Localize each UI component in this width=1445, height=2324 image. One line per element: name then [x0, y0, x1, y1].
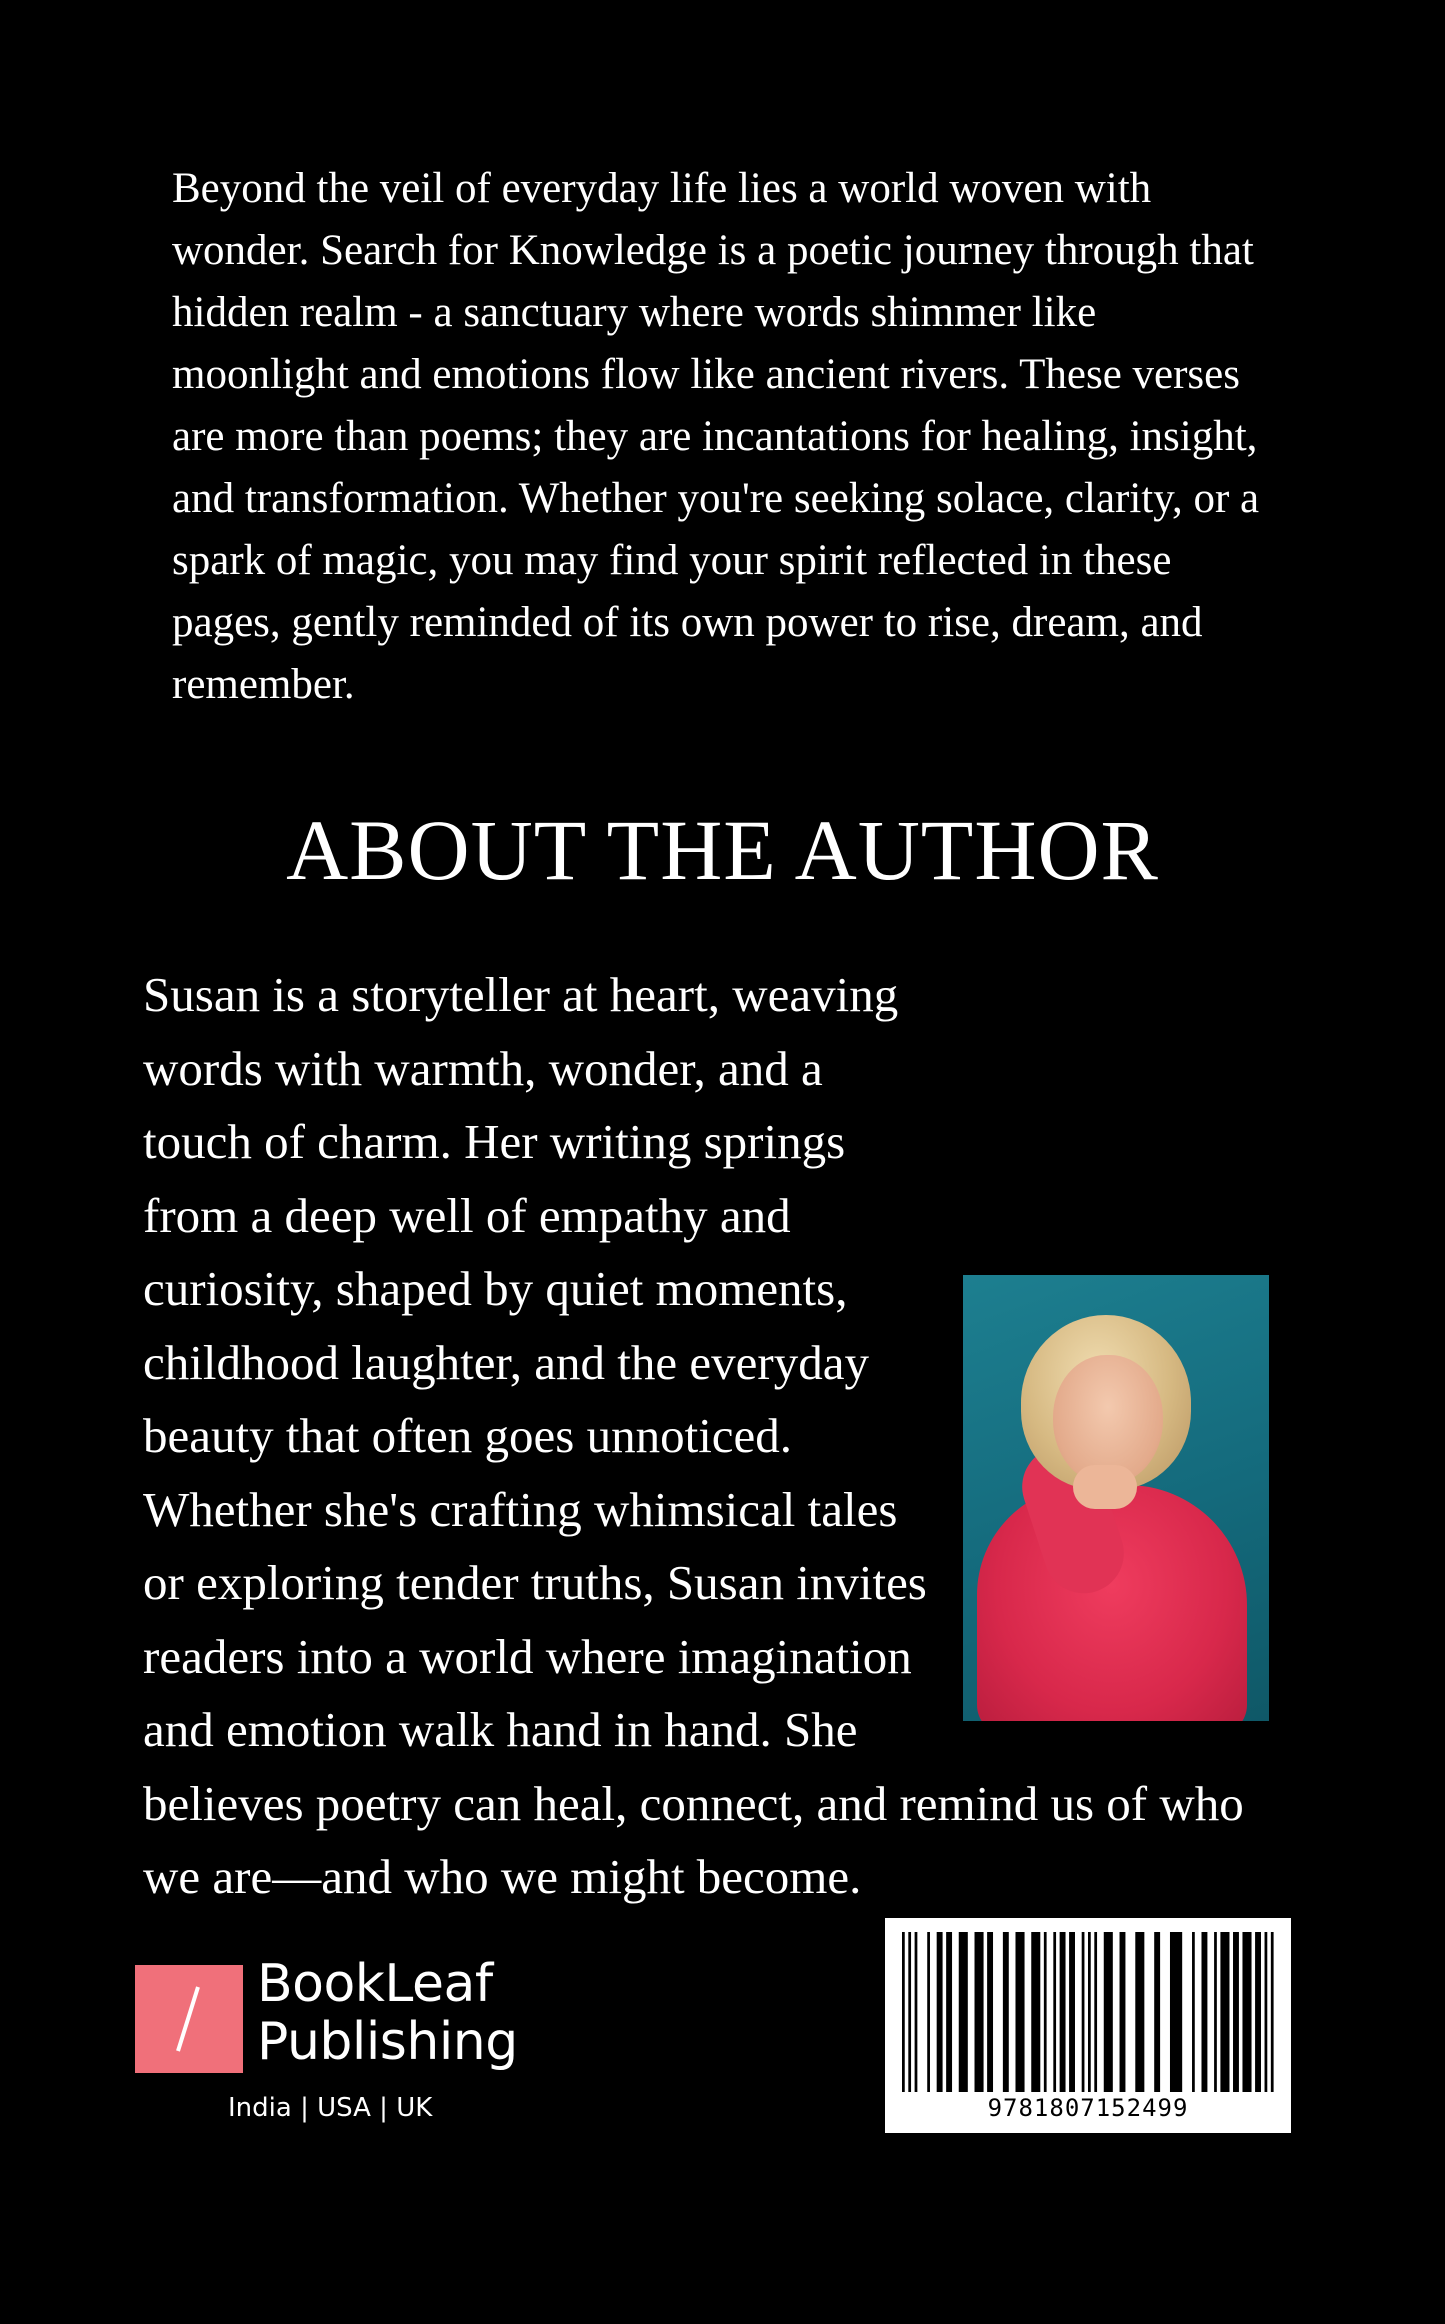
barcode-bar — [975, 1932, 984, 2092]
barcode-bar — [1154, 1932, 1160, 2092]
barcode-bar — [1201, 1932, 1207, 2092]
barcode-bar — [1015, 1932, 1024, 2092]
author-bio-text: Susan is a storyteller at heart, weaving words with warmth, wonder, and a touch of charm. Her writing springs from a deep well of empathy and curiosity, shaped by quiet moments, childhood laughter, and the everyday beauty that often goes unnoticed. Whether she's crafting whimsical tales or exploring tender truths, Susan invites readers into a world where imagination and emotion walk hand in hand. She believes poetry can heal, connect, and remind us of who we are—and who we might become. — [143, 967, 1244, 1904]
author-bio-section — [143, 958, 1253, 1908]
barcode-bar — [937, 1932, 943, 2092]
barcode-bar — [915, 1932, 918, 2092]
publisher-name-line2: Publishing — [257, 2012, 518, 2072]
barcode-bar — [1135, 1932, 1144, 2092]
book-blurb: Beyond the veil of everyday life lies a world woven with wonder. Search for Knowledge is a poetic journey through that hidden realm - a sanctuary where words shimmer like moonlight and emotions flow like ancient rivers. These verses are more than poems; they are incantations for healing, insight, and transformation. Whether you're seeking solace, clarity, or a spark of magic, you may find your spirit reflected in these pages, gently reminded of its own power to rise, dream, and remember. — [172, 165, 1260, 708]
slash-icon — [173, 1985, 203, 2053]
barcode-bar — [1031, 1932, 1040, 2092]
about-author-heading: ABOUT THE AUTHOR — [286, 802, 1159, 898]
barcode-bar — [1192, 1932, 1195, 2092]
barcode-bar — [927, 1932, 930, 2092]
publisher-regions: India | USA | UK — [228, 2093, 433, 2123]
barcode-bars — [902, 1932, 1274, 2092]
barcode-bar — [1094, 1932, 1097, 2092]
barcode-bar — [1003, 1932, 1009, 2092]
barcode-bar — [1053, 1932, 1056, 2092]
barcode-bar — [1271, 1932, 1274, 2092]
barcode-bar — [902, 1932, 905, 2092]
barcode-bar — [1082, 1932, 1085, 2092]
publisher-name-line1: BookLeaf — [257, 1954, 493, 2014]
barcode-bar — [1214, 1932, 1217, 2092]
barcode-bar — [1069, 1932, 1075, 2092]
barcode-bar — [1088, 1932, 1091, 2092]
barcode-bar — [1265, 1932, 1268, 2092]
barcode-bar — [946, 1932, 952, 2092]
barcode-bar — [1044, 1932, 1047, 2092]
isbn-number: 9781807152499 — [987, 2094, 1189, 2122]
barcode-bar — [1233, 1932, 1239, 2092]
barcode-bar — [1255, 1932, 1261, 2092]
isbn-barcode — [885, 1918, 1291, 2133]
barcode-bar — [1104, 1932, 1113, 2092]
barcode-bar — [908, 1932, 911, 2092]
publisher-name — [257, 1955, 518, 2071]
barcode-bar — [1120, 1932, 1126, 2092]
barcode-bar — [1242, 1932, 1251, 2092]
bookleaf-logo-icon — [135, 1965, 243, 2073]
barcode-bar — [1220, 1932, 1229, 2092]
photo-hand — [1073, 1465, 1137, 1509]
author-photo — [963, 1275, 1269, 1721]
barcode-bar — [1170, 1932, 1182, 2092]
barcode-bar — [987, 1932, 993, 2092]
barcode-bar — [1060, 1932, 1066, 2092]
barcode-bar — [959, 1932, 968, 2092]
